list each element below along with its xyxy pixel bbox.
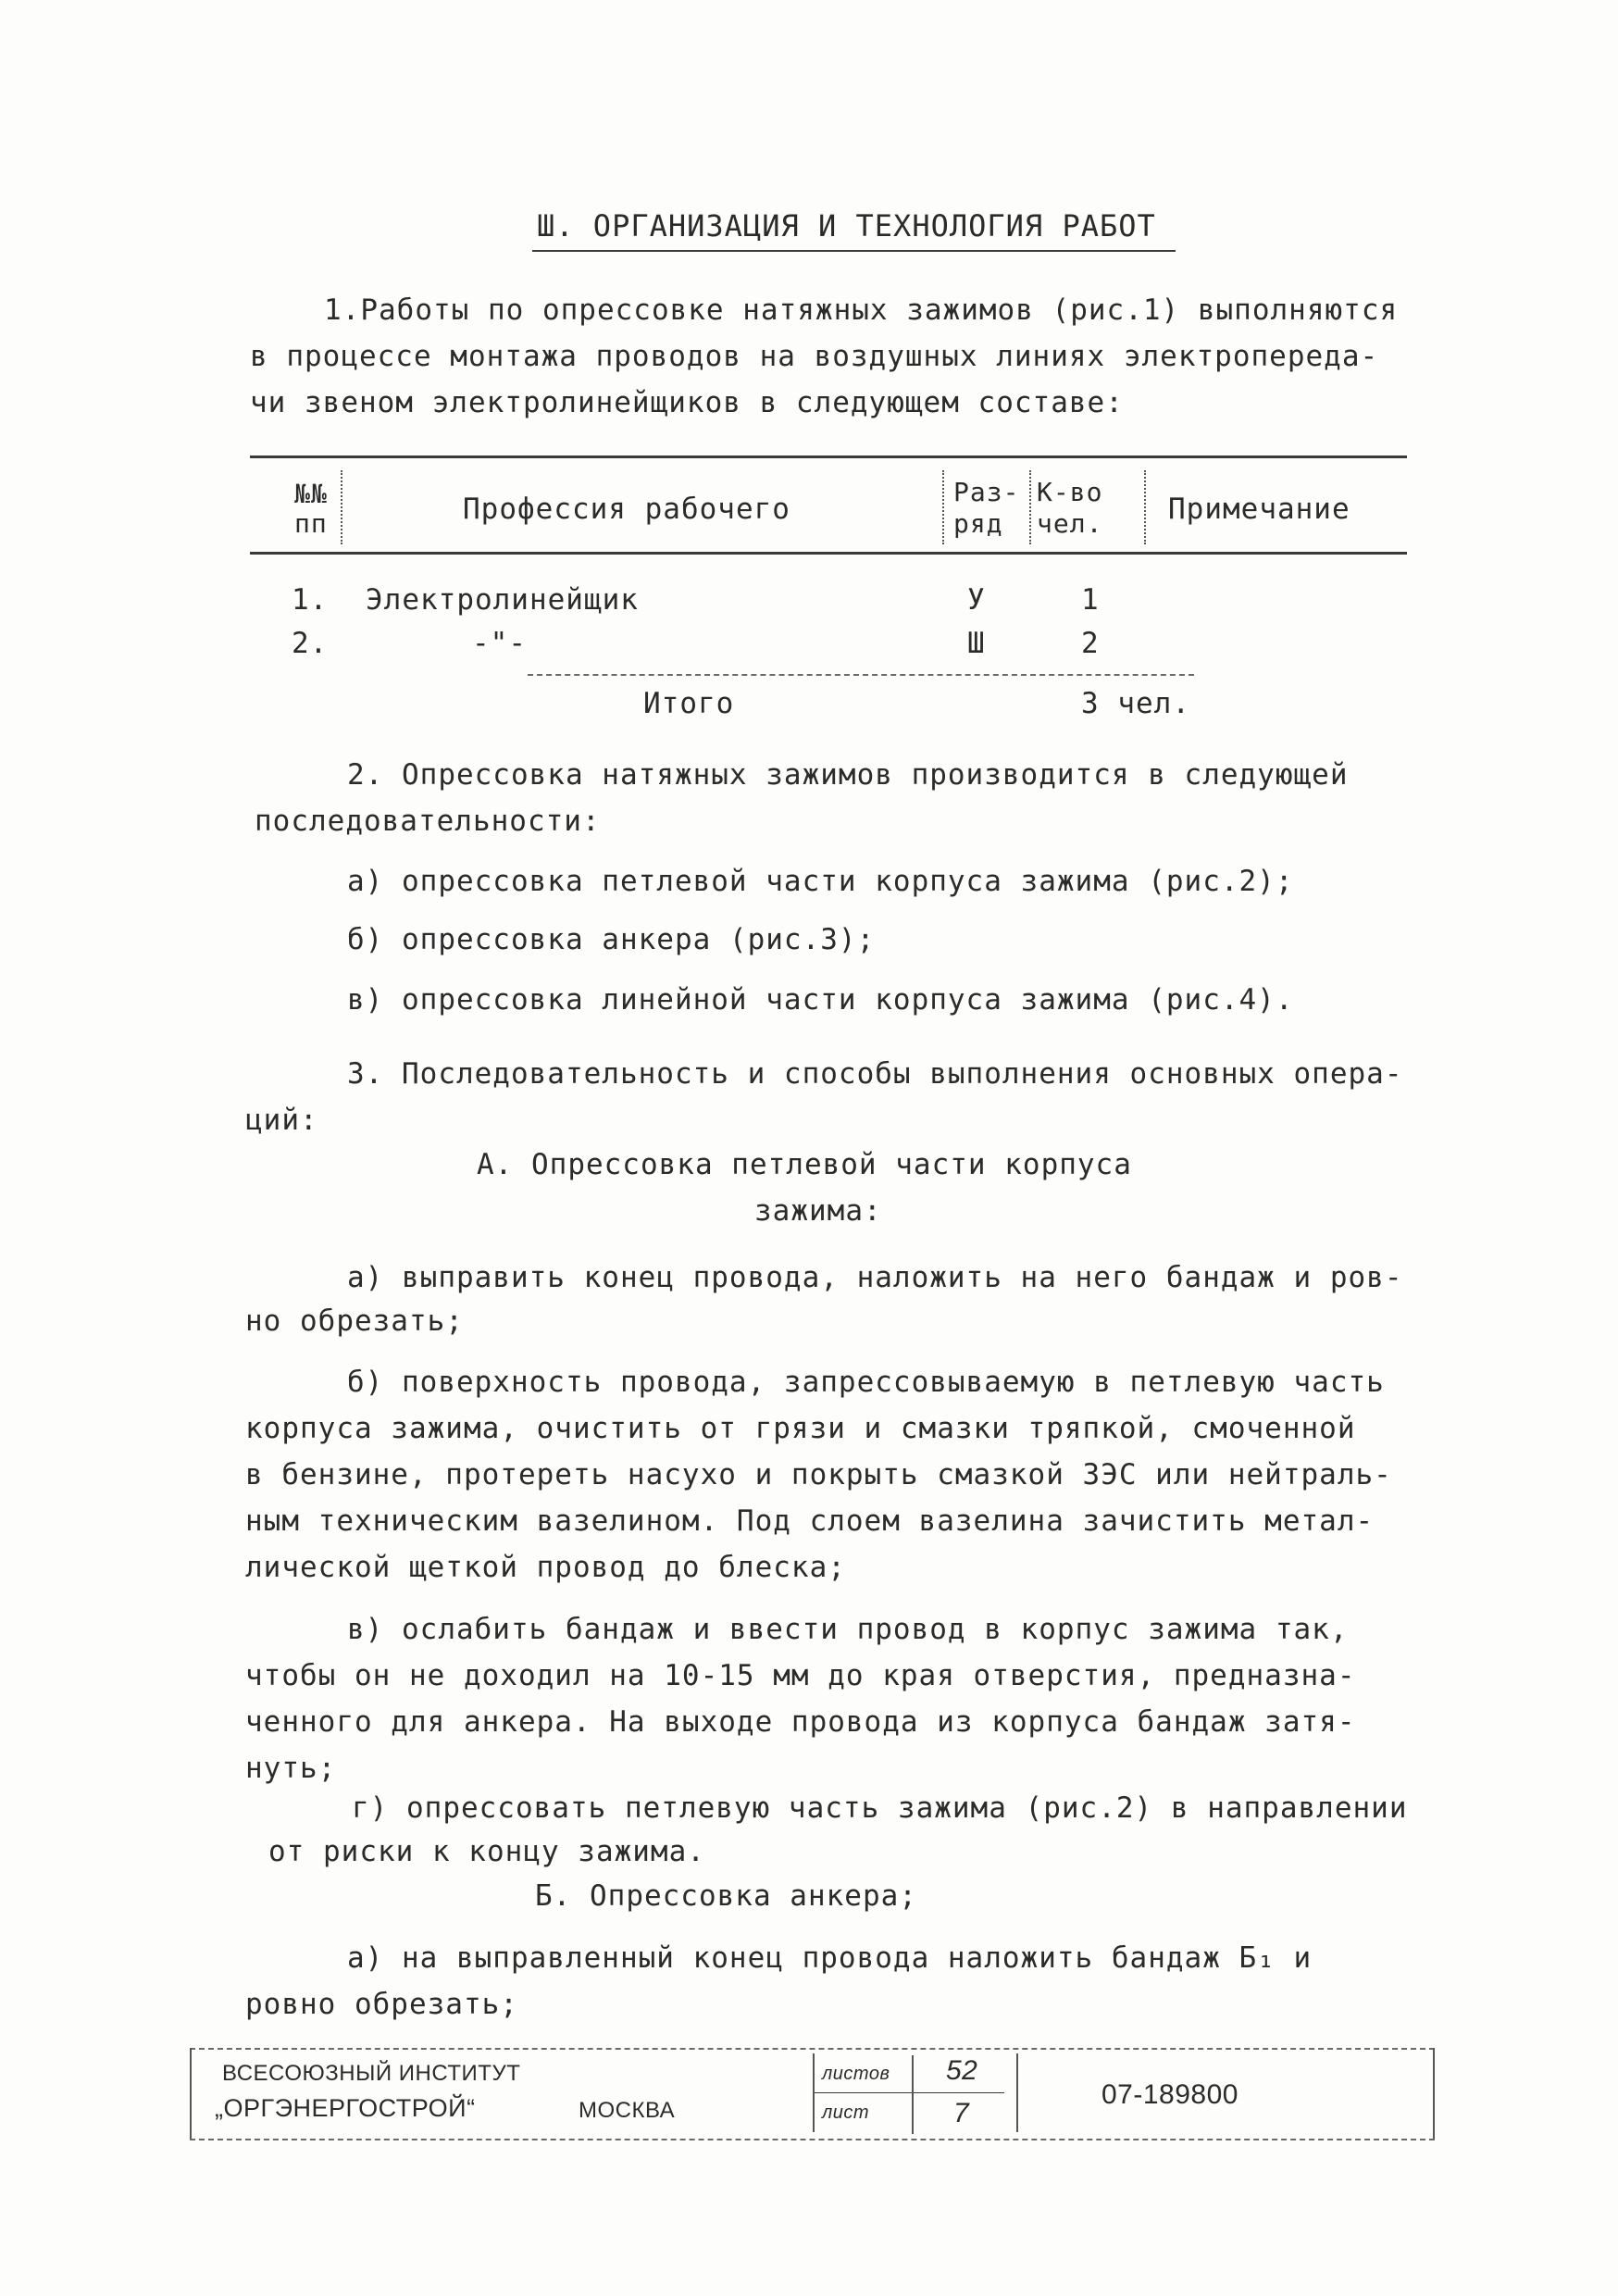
header-profession: Профессия рабочего	[463, 493, 790, 526]
a-item-line: ченного для анкера. На выходе провода из корпуса бандаж затя-	[245, 1705, 1356, 1739]
header-count-2: чел.	[1037, 508, 1103, 539]
header-grade-2: ряд	[953, 508, 1003, 539]
header-grade-1: Раз-	[953, 477, 1020, 507]
footer-mid-rule	[815, 2092, 1004, 2093]
a-item-line: ным техническим вазелином. Под слоем вазелина зачистить метал-	[245, 1504, 1375, 1538]
institute-name-2: „ОРГЭНЕРГОСТРОЙ“	[215, 2094, 476, 2122]
total-rule	[528, 674, 1194, 676]
subsection-a-heading: А. Опрессовка петлевой части корпуса	[477, 1148, 1132, 1181]
header-note: Примечание	[1168, 493, 1350, 526]
subsection-b-heading: Б. Опрессовка анкера;	[535, 1879, 917, 1913]
institute-name-1: ВСЕСОЮЗНЫЙ ИНСТИТУТ	[222, 2061, 521, 2086]
a-item-line: корпуса зажима, очистить от грязи и смазки тряпкой, смоченной	[245, 1412, 1356, 1445]
list-item: а) опрессовка петлевой части корпуса зажима (рис.2);	[347, 865, 1294, 898]
footer-bottom-rule	[190, 2139, 1435, 2140]
footer-right-border	[1433, 2048, 1435, 2140]
footer-left-border	[190, 2048, 192, 2140]
a-item-line: б) поверхность провода, запрессовываемую в петлевую часть	[347, 1366, 1385, 1399]
col-divider	[341, 470, 342, 544]
sheets-label: листов	[822, 2064, 890, 2084]
row-num: 2.	[292, 627, 329, 660]
section-title: Ш. ОРГАНИЗАЦИЯ И ТЕХНОЛОГИЯ РАБОТ	[537, 208, 1156, 243]
row-count: 2	[1081, 627, 1100, 660]
footer-divider	[912, 2055, 914, 2134]
sheets-value: 52	[946, 2055, 978, 2086]
a-item-line: чтобы он не доходил на 10-15 мм до края отверстия, предназна-	[245, 1659, 1356, 1692]
para3-line: ций:	[245, 1104, 318, 1137]
para1-line: 1.Работы по опрессовке натяжных зажимов (рис.1) выполняются	[324, 293, 1399, 327]
sheet-label: лист	[822, 2103, 870, 2123]
header-count-1: К-во	[1037, 477, 1103, 507]
b-item-line: а) на выправленный конец провода наложить бандаж Б₁ и	[347, 1941, 1313, 1975]
a-item-line: нуть;	[245, 1752, 337, 1785]
subsection-a-heading: зажима:	[754, 1194, 882, 1228]
a-item-line: но обрезать;	[245, 1304, 464, 1338]
row-profession: Электролинейщик	[366, 583, 639, 617]
para2-line: последовательности:	[255, 805, 601, 838]
footer-divider	[1016, 2053, 1018, 2132]
para3-line: 3. Последовательность и способы выполнения основных опера-	[347, 1057, 1403, 1091]
a-item-line: от риски к концу зажима.	[268, 1835, 705, 1868]
table-top-rule	[250, 455, 1407, 458]
row-num: 1.	[292, 583, 329, 617]
para2-line: 2. Опрессовка натяжных зажимов производится в следующей	[347, 758, 1349, 792]
col-divider	[1144, 470, 1146, 544]
row-profession: -"-	[472, 627, 527, 660]
col-divider	[942, 470, 944, 544]
a-item-line: лической щеткой провод до блеска;	[245, 1551, 846, 1584]
sheet-value: 7	[953, 2098, 970, 2128]
footer-top-rule	[190, 2048, 1435, 2050]
total-value: 3 чел.	[1081, 687, 1190, 720]
title-underline	[532, 250, 1176, 252]
para1-line: чи звеном электролинейщиков в следующем составе:	[250, 386, 1124, 419]
para1-line: в процессе монтажа проводов на воздушных линиях электропереда-	[250, 340, 1379, 373]
institute-city: МОСКВА	[579, 2098, 676, 2123]
total-label: Итого	[643, 687, 735, 720]
header-num-1: №№	[294, 479, 328, 509]
a-item-line: а) выправить конец провода, наложить на него бандаж и ров-	[347, 1261, 1403, 1294]
row-grade: Ш	[967, 627, 986, 660]
a-item-line: в) ослабить бандаж и ввести провод в корпус зажима так,	[347, 1613, 1349, 1646]
table-header-rule	[250, 552, 1407, 555]
list-item: б) опрессовка анкера (рис.3);	[347, 923, 876, 956]
a-item-line: г) опрессовать петлевую часть зажима (рис.2) в направлении	[352, 1791, 1408, 1825]
col-divider	[1029, 470, 1031, 544]
row-grade: У	[967, 583, 986, 617]
header-num-2: пп	[294, 508, 328, 539]
a-item-line: в бензине, протереть насухо и покрыть смазкой ЗЭС или нейтраль-	[245, 1458, 1392, 1491]
doc-code: 07-189800	[1101, 2079, 1238, 2110]
list-item: в) опрессовка линейной части корпуса зажима (рис.4).	[347, 983, 1294, 1017]
b-item-line: ровно обрезать;	[245, 1988, 518, 2021]
row-count: 1	[1081, 583, 1100, 617]
